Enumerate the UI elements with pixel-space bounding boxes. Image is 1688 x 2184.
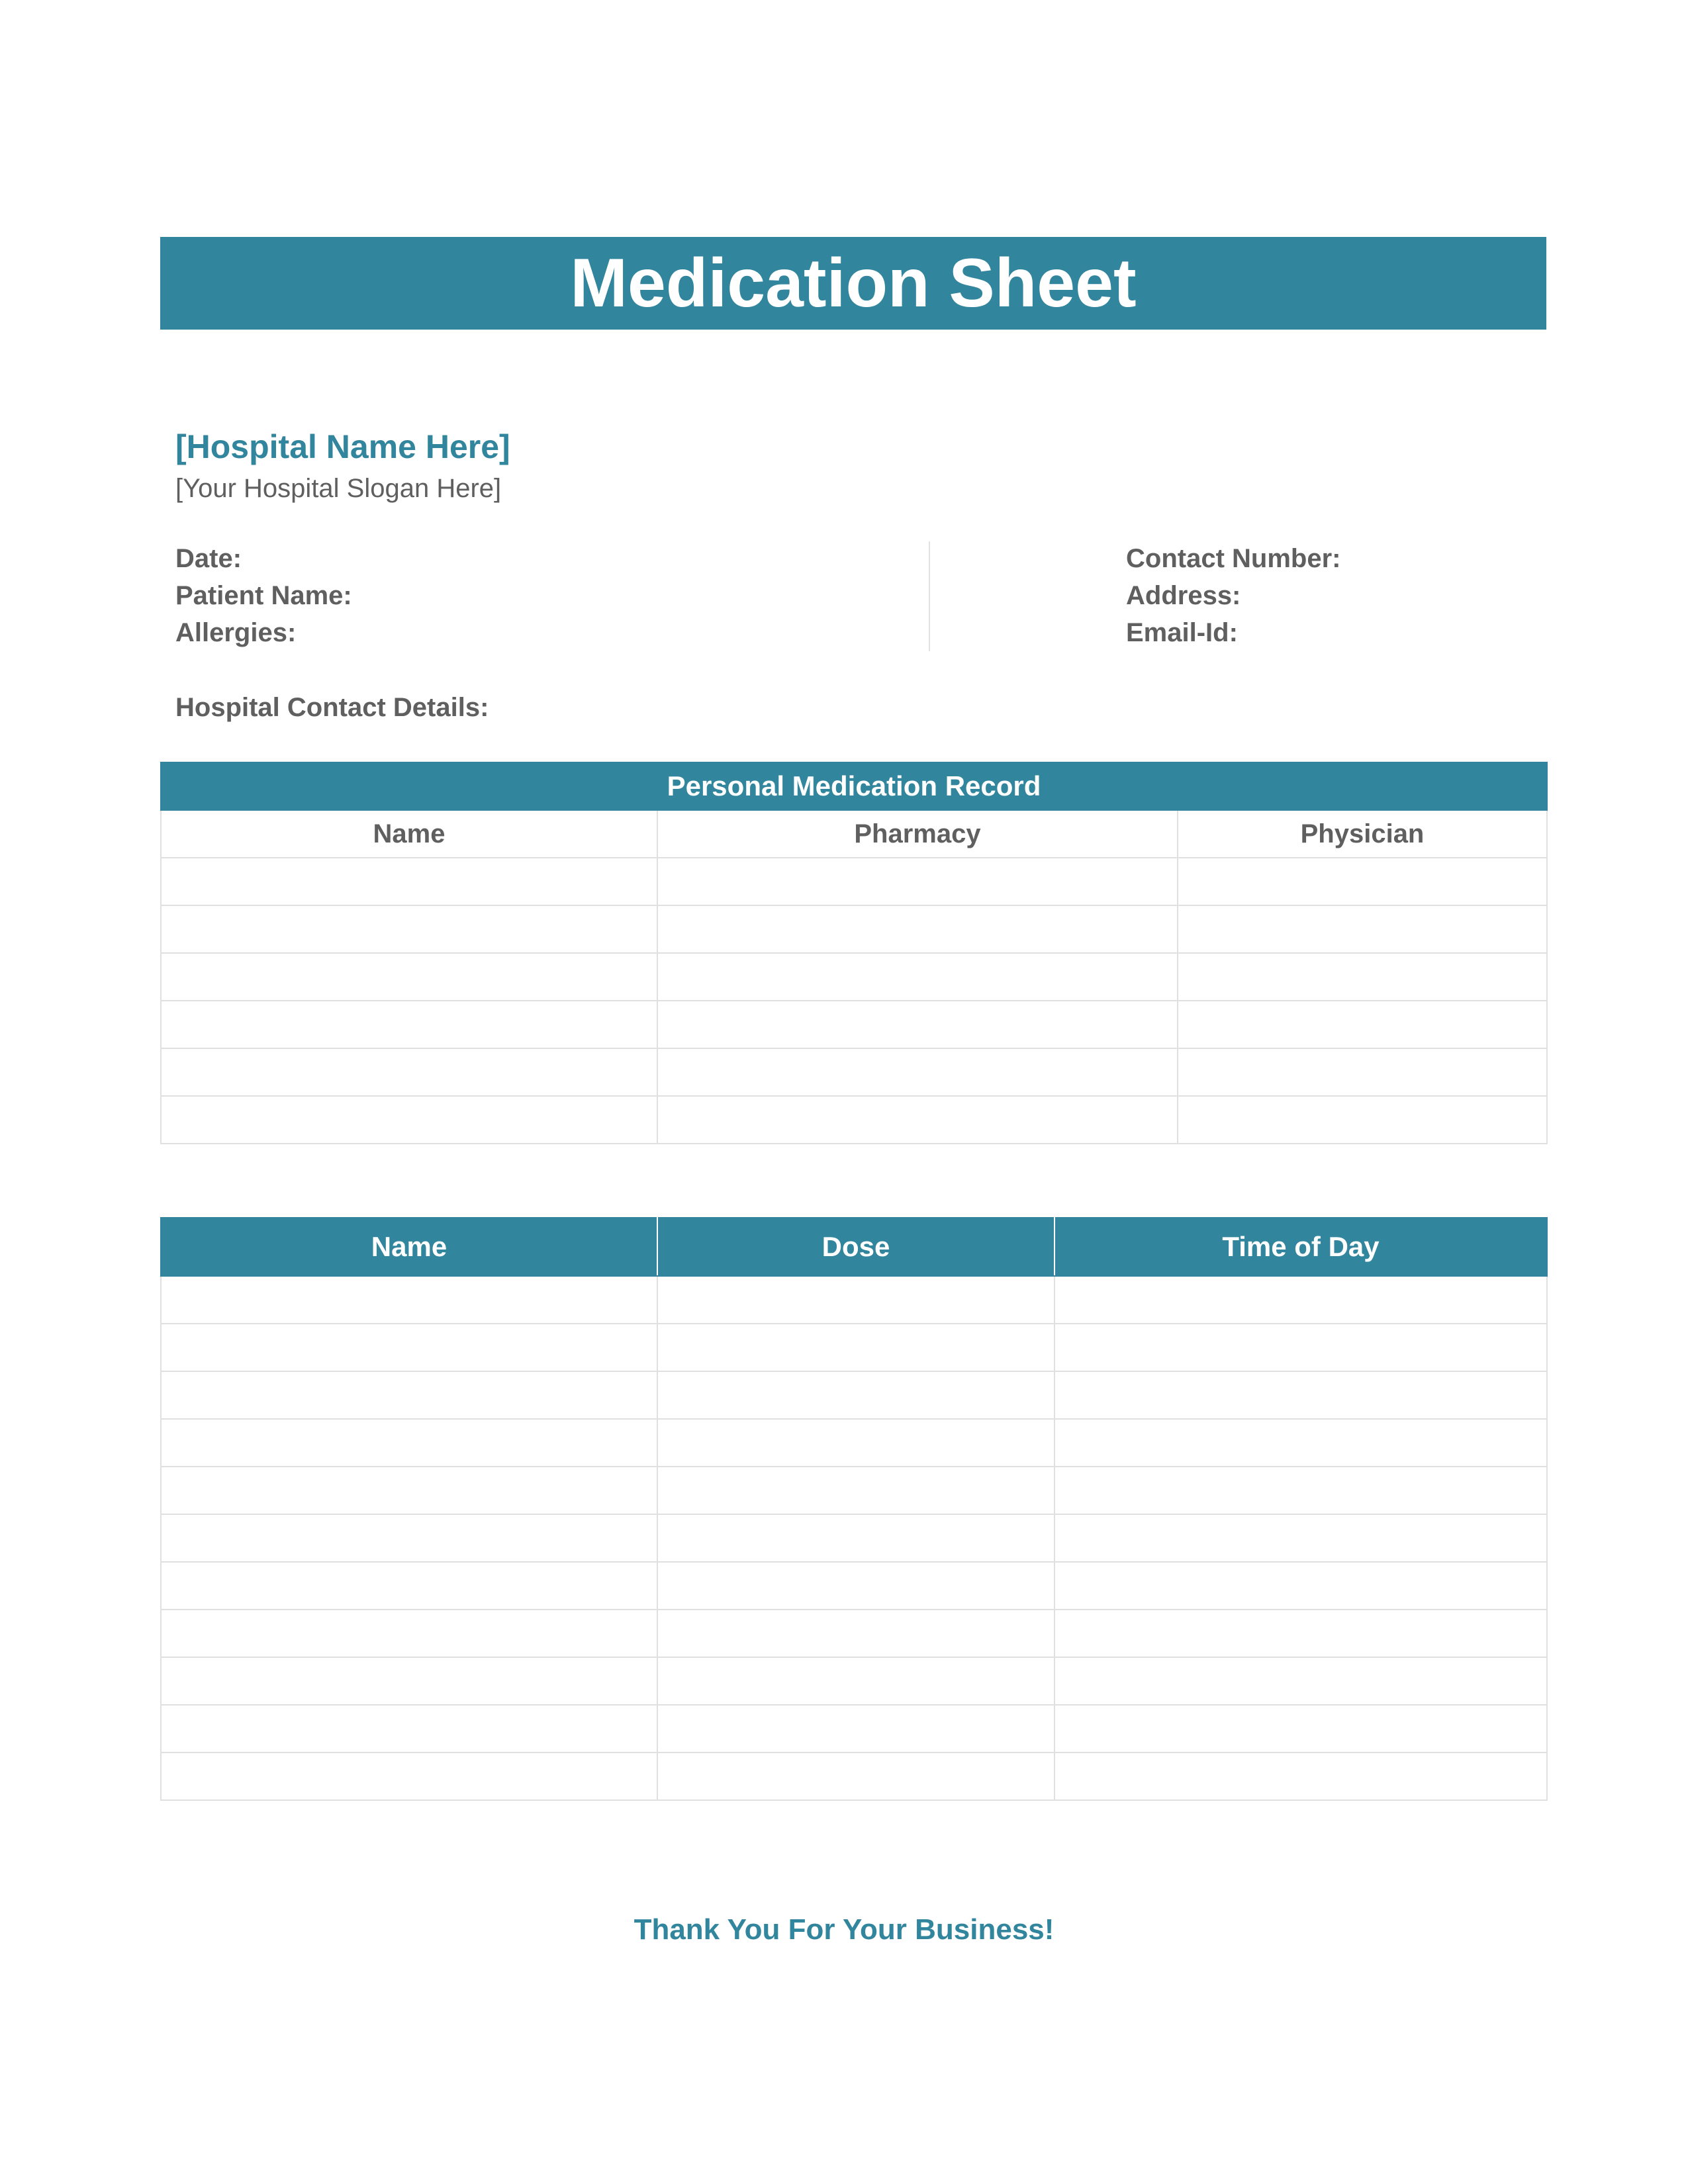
table-cell[interactable]	[161, 1562, 657, 1610]
table-cell[interactable]	[657, 905, 1178, 953]
table-cell[interactable]	[657, 1705, 1055, 1752]
allergies-label: Allergies:	[175, 618, 297, 647]
table-cell[interactable]	[1055, 1467, 1547, 1514]
table-row	[161, 1324, 1547, 1371]
table-cell[interactable]	[161, 1419, 657, 1467]
table-cell[interactable]	[161, 1276, 657, 1324]
patient-info-left	[175, 540, 352, 651]
table-cell[interactable]	[657, 1324, 1055, 1371]
table-cell[interactable]	[657, 1276, 1055, 1324]
dose-header-name: Name	[161, 1218, 657, 1276]
table-cell[interactable]	[1055, 1610, 1547, 1657]
table-row	[161, 1752, 1547, 1800]
table-cell[interactable]	[657, 1514, 1055, 1562]
table-cell[interactable]	[161, 1514, 657, 1562]
table-cell[interactable]	[657, 1371, 1055, 1419]
table-row	[161, 1562, 1547, 1610]
table-row	[161, 1001, 1547, 1048]
patient-info-right	[1126, 540, 1340, 651]
table-cell[interactable]	[657, 1001, 1178, 1048]
record-header-pharmacy: Pharmacy	[657, 810, 1178, 858]
table-cell[interactable]	[657, 858, 1178, 905]
contact-number-label: Contact Number:	[1126, 544, 1341, 573]
table-cell[interactable]	[1055, 1705, 1547, 1752]
table-row	[161, 953, 1547, 1001]
table-row	[161, 1048, 1547, 1096]
email-id-label: Email-Id:	[1126, 618, 1238, 647]
table-cell[interactable]	[1178, 1096, 1547, 1144]
table-cell[interactable]	[161, 858, 657, 905]
table-cell[interactable]	[161, 1371, 657, 1419]
table-cell[interactable]	[657, 1657, 1055, 1705]
table-cell[interactable]	[161, 1048, 657, 1096]
table-cell[interactable]	[657, 1096, 1178, 1144]
table-row	[161, 1276, 1547, 1324]
table-cell[interactable]	[1178, 1001, 1547, 1048]
hospital-name: [Hospital Name Here]	[175, 428, 510, 465]
table-cell[interactable]	[1055, 1371, 1547, 1419]
table-cell[interactable]	[657, 1562, 1055, 1610]
patient-name-label: Patient Name:	[175, 581, 352, 610]
table-cell[interactable]	[1055, 1514, 1547, 1562]
table-cell[interactable]	[1055, 1752, 1547, 1800]
record-header-physician: Physician	[1178, 810, 1547, 858]
table-row	[161, 1610, 1547, 1657]
table-row	[161, 1705, 1547, 1752]
table-cell[interactable]	[1178, 953, 1547, 1001]
table-cell[interactable]	[1055, 1419, 1547, 1467]
table-row	[161, 1371, 1547, 1419]
record-header-name: Name	[161, 810, 657, 858]
personal-medication-record-table	[160, 762, 1548, 1144]
dose-header-dose: Dose	[657, 1218, 1055, 1276]
table-cell[interactable]	[161, 1001, 657, 1048]
table-cell[interactable]	[1055, 1324, 1547, 1371]
table-cell[interactable]	[161, 1752, 657, 1800]
table-cell[interactable]	[1055, 1276, 1547, 1324]
date-label: Date:	[175, 544, 242, 573]
table-cell[interactable]	[1055, 1657, 1547, 1705]
table-cell[interactable]	[161, 1657, 657, 1705]
table-row	[161, 858, 1547, 905]
table-cell[interactable]	[657, 1467, 1055, 1514]
table-cell[interactable]	[161, 905, 657, 953]
table-row	[161, 1657, 1547, 1705]
table-cell[interactable]	[161, 953, 657, 1001]
dose-header-time-of-day: Time of Day	[1055, 1218, 1547, 1276]
medication-dose-table	[160, 1217, 1548, 1801]
info-divider	[929, 541, 930, 651]
table-row	[161, 1419, 1547, 1467]
table-row	[161, 1467, 1547, 1514]
table-cell[interactable]	[1178, 905, 1547, 953]
table-cell[interactable]	[161, 1467, 657, 1514]
table-cell[interactable]	[1178, 1048, 1547, 1096]
record-table-caption: Personal Medication Record	[161, 762, 1547, 810]
table-cell[interactable]	[657, 1610, 1055, 1657]
table-cell[interactable]	[657, 1752, 1055, 1800]
address-label: Address:	[1126, 581, 1241, 610]
table-cell[interactable]	[1178, 858, 1547, 905]
table-row	[161, 1096, 1547, 1144]
table-cell[interactable]	[161, 1610, 657, 1657]
table-cell[interactable]	[657, 1048, 1178, 1096]
table-cell[interactable]	[161, 1705, 657, 1752]
table-cell[interactable]	[657, 1419, 1055, 1467]
table-cell[interactable]	[161, 1096, 657, 1144]
hospital-contact-details-label: Hospital Contact Details:	[175, 693, 489, 722]
hospital-slogan: [Your Hospital Slogan Here]	[175, 474, 502, 503]
table-cell[interactable]	[161, 1324, 657, 1371]
table-cell[interactable]	[1055, 1562, 1547, 1610]
table-row	[161, 905, 1547, 953]
page-title: Medication Sheet	[570, 245, 1137, 322]
table-row	[161, 1514, 1547, 1562]
footer-thank-you: Thank You For Your Business!	[633, 1913, 1055, 1946]
table-cell[interactable]	[657, 953, 1178, 1001]
title-banner	[160, 237, 1546, 330]
